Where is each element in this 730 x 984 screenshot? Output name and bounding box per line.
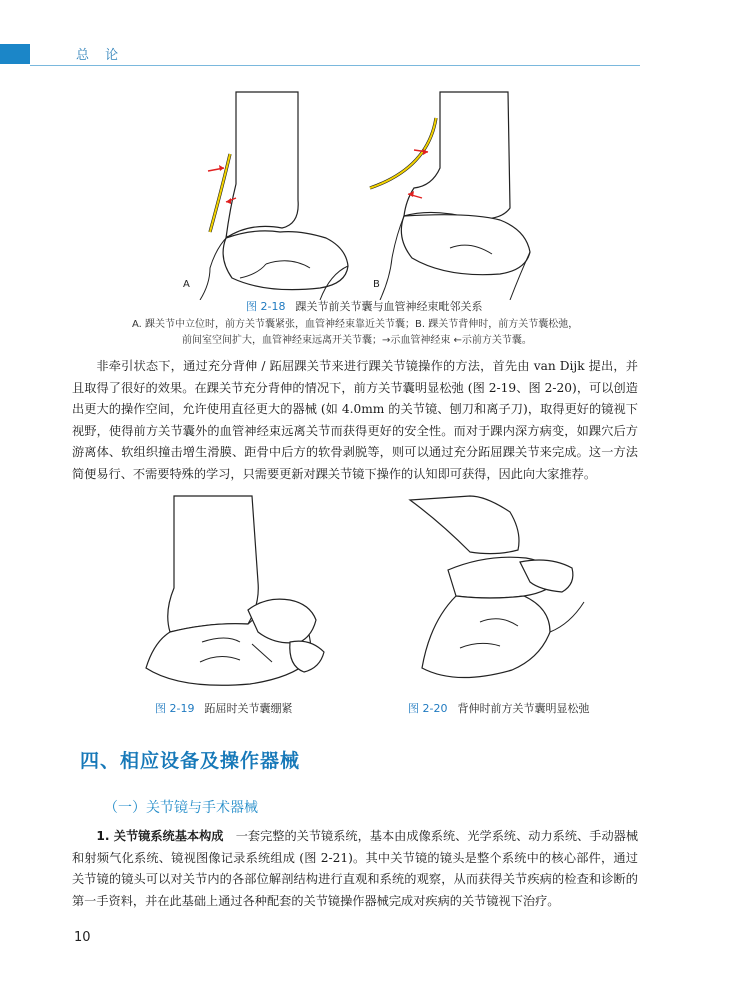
figure-2-18-panel-a-drawing [200,92,348,300]
figure-2-18-panel-b-label: B [373,279,380,290]
header-rule [30,65,640,66]
figure-2-18-panel-a-label: A [183,279,190,290]
figure-2-18-title: 踝关节前关节囊与血管神经束毗邻关系 [295,300,483,313]
paragraph-2-lead: 1. 关节镜系统基本构成 [96,829,224,843]
figure-2-20-caption [408,700,589,716]
body-paragraph-2 [72,826,638,912]
figure-2-19-title: 跖屈时关节囊绷紧 [204,702,293,715]
figure-2-19-caption [155,700,292,716]
header-color-bar [0,44,30,64]
page-number: 10 [74,930,91,945]
running-header-title: 总 论 [76,48,125,63]
figure-2-18-illustration [170,88,550,300]
figure-2-18-note-line-1: A. 踝关节中立位时，前方关节囊紧张，血管神经束靠近关节囊；B. 踝关节背伸时，前方关节囊松弛， [132,319,579,330]
figure-2-18-caption [246,298,482,314]
subsection-heading: （一）关节镜与手术器械 [104,800,258,816]
figure-2-19-number: 图 2-19 [155,702,195,715]
figure-2-20-title: 背伸时前方关节囊明显松弛 [457,702,590,715]
figure-2-19-illustration [140,492,360,692]
figure-2-18-note-line-2: 前间室空间扩大，血管神经束远离开关节囊；→示血管神经束 ←示前方关节囊。 [182,335,532,346]
figure-2-20-number: 图 2-20 [408,702,448,715]
body-paragraph-1: 非牵引状态下，通过充分背伸 / 跖屈踝关节来进行踝关节镜操作的方法，首先由 van Dijk 提出，并且取得了很好的效果。在踝关节充分背伸的情况下，前方关节囊明显松弛 (图 2-19、图 2-20)，可以创造出更大的操作空间，允许使用直径更大的器械 (如 4.0mm 的关节镜、刨刀和离子刀)，取得更好的镜视下视野，使得前方关节囊外的血管神经束远离关节而获得更好的安全性。而对于踝内深方病变，如踝穴后方游离体、软组织撞击增生滑膜、距骨中后方的软骨剥脱等，则可以通过充分跖屈踝关节来完成。这一方法简便易行、不需要特殊的学习，只需要更新对踝关节镜下操作的认知即可获得，因此向大家推荐。 [72,359,638,481]
section-heading: 四、相应设备及操作器械 [80,750,301,772]
figure-2-20-illustration [400,492,600,692]
figure-2-18-number: 图 2-18 [246,300,286,313]
figure-2-18-panel-b-drawing [370,92,530,300]
paragraph-2-text: 一套完整的关节镜系统，基本由成像系统、光学系统、动力系统、手动器械和射频气化系统、镜视图像记录系统组成 (图 2-21)。其中关节镜的镜头是整个系统中的核心部件，通过关节镜的镜头可以对关节内的各部位解剖结构进行直观和系统的观察，从而获得关节疾病的检查和诊断的第一手资料，并在此基础上通过各种配套的关节镜操作器械完成对疾病的关节镜视下治疗。 [72,829,639,908]
